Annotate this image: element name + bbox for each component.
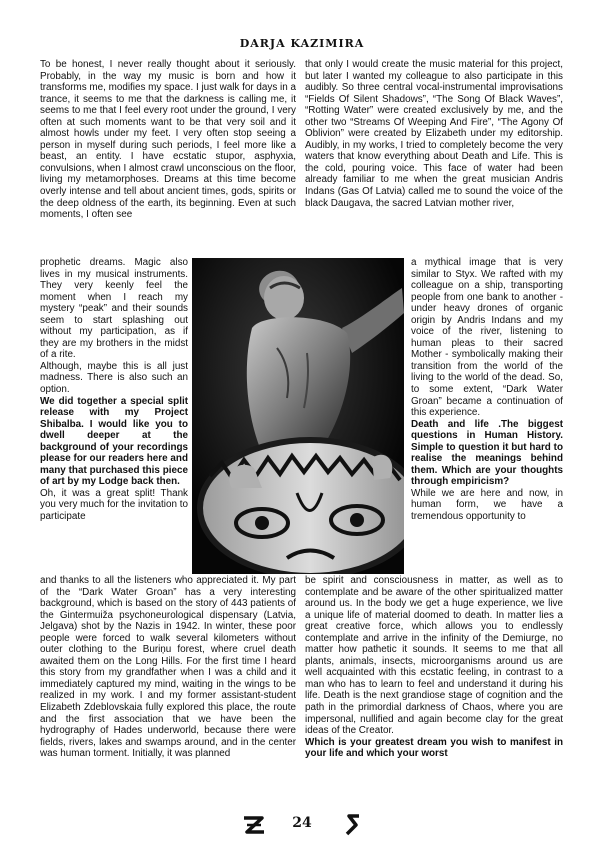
paragraph: Oh, it was a great split! Thank you very much for the invitation to participate [40,487,188,523]
page-header: DARJA KAZIMIRA [239,37,365,50]
paragraph: While we are here and now, in human form, we have a tremendous opportunity to [411,487,563,523]
interview-question: Which is your greatest dream you wish to manifest in your life and which your worst [305,736,563,760]
ritual-photo [192,258,404,574]
rune-z-icon [241,812,267,838]
left-column-bottom [40,575,296,805]
interview-question: We did together a special split release with my Project Shibalba. I would like you to dwell deeper at the background of your recordings please for our readers here and many that purchased this piece of art by my Lodge back then. [40,395,188,488]
paragraph: that only I would create the music material for this project, but later I wanted my colleague to also participate in this audibly. So three central vocal-instrumental improvisations “Fields Of Silent Shadows”, “The Song Of Black Waves”, “Rotting Water” were created exclusively by me, and the other two “Streams Of Weeping And Fire”, “The Agony Of Oblivion” were created by Elizabeth under my editorship. Audibly, in my works, I tried to completely become the very waters that know everything about Death and Life. This is the cold, pouring voice. This face of water had been already familiar to me when the great musician Andris Indans (Gas Of Latvia) called me to sound the voice of the black Daugava, the sacred Latvian mother river, [305,59,563,209]
paragraph: and thanks to all the listeners who appreciated it. My part of the “Dark Water Groan” has a very interesting background, which is based on the story of 443 patients of the Gintermuiža psychoneurological dispensary (Latvia, Jelgava) shot by the Nazis in 1942. In winter, these poor people were forced to walk several kilometers without outer clothing to the Buriņu forest, where cruel death awaited them on the Long Hills. For the first time I heard this story from my grandfather when I was a child and it immediately captured my mind, waiting in the wings to be realized in my work. I and my former assistant-student Elizabeth Zdeblovskaia fully explored this place, the route and the first association that we have been the hydrography of Hades underworld, because there were fields, rivers, lakes and swamps around, and in the center was human torment. Initially, it was planned [40,575,296,760]
left-column-middle [40,257,188,575]
paragraph: a mythical image that is very similar to Styx. We rafted with my colleague on a ship, transporting people from one bank to another - under heavy drones of organic origin by Andris Indans and my voice of the river, listening to human pleas to their sacred Mother - symbolically making their transition from the world of the living to the world of the dead. So, to some extent, “Dark Water Groan” became a continuation of this experience. [411,257,563,419]
right-column-top [305,59,563,257]
photo-illustration [192,258,404,574]
right-column-middle [411,257,563,575]
left-column-top [40,59,296,257]
page-number: 24 [292,815,312,831]
paragraph: Although, maybe this is all just madness. There is also such an option. [40,360,188,396]
right-column-bottom [305,575,563,805]
paragraph: prophetic dreams. Magic also lives in my musical instruments. They very keenly feel the moment when I reach my mystery “peak” and their sounds seem to start splashing out without my participation, as if they are my brothers in the midst of a rite. [40,257,188,361]
interview-question: Death and life .The biggest questions in Human History. Simple to question it but hard to realise the meanings behind them. Which are your thoughts through empiricism? [411,418,563,488]
paragraph: be spirit and consciousness in matter, as well as to contemplate and be aware of the other spiritualized matter around us. In the body we get a huge experience, we live a unique life of material doomed to death. In matter lies a great creative force, which allows you to endlessly contemplate and arrive in the infinity of the Demiurge, no matter how pathetic it sounds. It seems to me that all plants, animals, insects, microorganisms around us are well acquainted with this ecstatic feeling, in contrast to a man who has to learn to feel and understand it during his life. Death is the next grandiose stage of cognition and the path in the primordial darkness of Chaos, where you are impersonal, nullified and again become clay for the great ideas of the Creator. [305,575,563,737]
rune-s-icon [340,812,366,838]
paragraph: To be honest, I never really thought about it seriously. Probably, in the way my music is born and how it transforms me, modifies my space. I just walk for days in a trance, it seems to me that the darkness is calling me, it seems to me that I feel every root under the ground, I very often at such moments want to be that very soil and it almost howls under my feet. I very often stop seeing a person in myself during such periods, I feel more like a beast, an entity. I have ecstatic stupor, asphyxia, convulsions, when I almost crawl unconscious on the floor, living my metamorphoses. Dreams at this time become overly intense and tell about ancient times, gods, spirits or the deep oldness of the earth, its beginning. Even at such moments, I often see [40,59,296,221]
page-footer [0,812,604,842]
